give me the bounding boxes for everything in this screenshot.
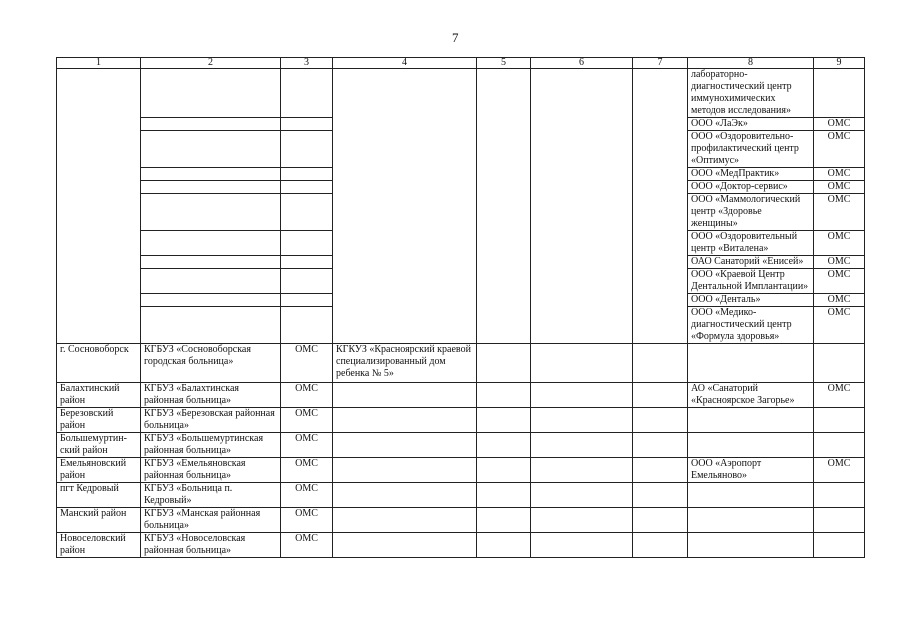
continued-cell xyxy=(333,69,477,344)
table-row xyxy=(57,408,865,433)
funding-cell: ОМС xyxy=(814,307,865,344)
column-number-8: 8 xyxy=(688,58,814,69)
hospital-cell: КГБУЗ «Манская районная больница» xyxy=(141,508,281,533)
district-cell: пгт Кедровый xyxy=(57,483,141,508)
empty-cell xyxy=(141,168,281,181)
district-cell: Емельяновский район xyxy=(57,458,141,483)
table-row xyxy=(57,69,865,118)
institution-cell xyxy=(333,533,477,558)
empty-cell xyxy=(531,408,633,433)
funding-cell xyxy=(814,433,865,458)
district-cell: Новоселовский район xyxy=(57,533,141,558)
funding-cell: ОМС xyxy=(814,294,865,307)
org-name-cell: ООО «ЛаЭк» xyxy=(688,118,814,131)
district-cell: Большемуртин-ский район xyxy=(57,433,141,458)
org-name-cell: лабораторно-диагностический центр иммунохимических методов исследования» xyxy=(688,69,814,118)
empty-cell xyxy=(531,508,633,533)
empty-cell xyxy=(281,181,333,194)
empty-cell xyxy=(477,533,531,558)
empty-cell xyxy=(531,483,633,508)
column-number-row xyxy=(57,58,865,69)
table-row xyxy=(57,433,865,458)
funding-cell: ОМС xyxy=(814,256,865,269)
empty-cell xyxy=(531,533,633,558)
institution-cell xyxy=(333,383,477,408)
empty-cell xyxy=(531,433,633,458)
funding-cell: ОМС xyxy=(281,508,333,533)
org-name-cell: ООО «Денталь» xyxy=(688,294,814,307)
empty-cell xyxy=(281,118,333,131)
column-number-9: 9 xyxy=(814,58,865,69)
empty-cell xyxy=(281,194,333,231)
institution-cell xyxy=(333,458,477,483)
continued-cell xyxy=(477,69,531,344)
org-name-cell xyxy=(688,344,814,383)
table-row xyxy=(57,344,865,383)
column-number-6: 6 xyxy=(531,58,633,69)
funding-cell: ОМС xyxy=(281,433,333,458)
funding-cell xyxy=(814,483,865,508)
empty-cell xyxy=(141,194,281,231)
empty-cell xyxy=(633,508,688,533)
table-row xyxy=(57,508,865,533)
institution-cell xyxy=(333,433,477,458)
hospital-cell: КГБУЗ «Новоселовская районная больница» xyxy=(141,533,281,558)
empty-cell xyxy=(633,383,688,408)
institution-cell: КГКУЗ «Красноярский краевой специализированный дом ребенка № 5» xyxy=(333,344,477,383)
funding-cell xyxy=(814,408,865,433)
column-number-1: 1 xyxy=(57,58,141,69)
district-cell: Березовский район xyxy=(57,408,141,433)
org-name-cell xyxy=(688,483,814,508)
empty-cell xyxy=(281,256,333,269)
org-name-cell: ОАО Санаторий «Енисей» xyxy=(688,256,814,269)
continued-cell xyxy=(531,69,633,344)
empty-cell xyxy=(141,269,281,294)
column-number-7: 7 xyxy=(633,58,688,69)
empty-cell xyxy=(281,307,333,344)
services-table xyxy=(56,57,865,558)
funding-cell: ОМС xyxy=(814,181,865,194)
table-row xyxy=(57,458,865,483)
empty-cell xyxy=(141,231,281,256)
empty-cell xyxy=(477,433,531,458)
org-name-cell: ООО «Доктор-сервис» xyxy=(688,181,814,194)
empty-cell xyxy=(477,383,531,408)
funding-cell: ОМС xyxy=(281,408,333,433)
hospital-cell: КГБУЗ «Больница п. Кедровый» xyxy=(141,483,281,508)
empty-cell xyxy=(141,307,281,344)
org-name-cell: АО «Санаторий «Красноярское Загорье» xyxy=(688,383,814,408)
empty-cell xyxy=(141,294,281,307)
funding-cell: ОМС xyxy=(281,344,333,383)
empty-cell xyxy=(477,344,531,383)
empty-cell xyxy=(633,458,688,483)
column-number-4: 4 xyxy=(333,58,477,69)
funding-cell xyxy=(814,69,865,118)
empty-cell xyxy=(633,408,688,433)
funding-cell: ОМС xyxy=(814,383,865,408)
funding-cell: ОМС xyxy=(814,194,865,231)
empty-cell xyxy=(477,508,531,533)
institution-cell xyxy=(333,508,477,533)
empty-cell xyxy=(141,118,281,131)
funding-cell: ОМС xyxy=(281,383,333,408)
empty-cell xyxy=(633,433,688,458)
table-row xyxy=(57,533,865,558)
continued-cell xyxy=(57,69,141,344)
empty-cell xyxy=(531,383,633,408)
empty-cell xyxy=(531,458,633,483)
funding-cell: ОМС xyxy=(814,118,865,131)
district-cell: г. Сосновоборск xyxy=(57,344,141,383)
org-name-cell: ООО «Медико-диагностический центр «Формула здоровья» xyxy=(688,307,814,344)
empty-cell xyxy=(281,231,333,256)
funding-cell: ОМС xyxy=(814,231,865,256)
funding-cell xyxy=(814,344,865,383)
empty-cell xyxy=(281,69,333,118)
org-name-cell: ООО «Маммологический центр «Здоровье женщины» xyxy=(688,194,814,231)
district-cell: Балахтинский район xyxy=(57,383,141,408)
empty-cell xyxy=(477,458,531,483)
empty-cell xyxy=(141,256,281,269)
empty-cell xyxy=(281,269,333,294)
continued-cell xyxy=(633,69,688,344)
org-name-cell: ООО «МедПрактик» xyxy=(688,168,814,181)
table-row xyxy=(57,483,865,508)
hospital-cell: КГБУЗ «Большемуртинская районная больница» xyxy=(141,433,281,458)
table-row xyxy=(57,383,865,408)
empty-cell xyxy=(477,408,531,433)
funding-cell: ОМС xyxy=(281,483,333,508)
org-name-cell xyxy=(688,433,814,458)
funding-cell xyxy=(814,508,865,533)
org-name-cell xyxy=(688,508,814,533)
empty-cell xyxy=(477,483,531,508)
empty-cell xyxy=(281,168,333,181)
empty-cell xyxy=(141,181,281,194)
hospital-cell: КГБУЗ «Емельяновская районная больница» xyxy=(141,458,281,483)
empty-cell xyxy=(633,344,688,383)
org-name-cell: ООО «Оздоровительно-профилактический центр «Оптимус» xyxy=(688,131,814,168)
org-name-cell: ООО «Аэропорт Емельяново» xyxy=(688,458,814,483)
org-name-cell: ООО «Краевой Центр Дентальной Имплантации» xyxy=(688,269,814,294)
hospital-cell: КГБУЗ «Балахтинская районная больница» xyxy=(141,383,281,408)
institution-cell xyxy=(333,408,477,433)
org-name-cell xyxy=(688,408,814,433)
column-number-2: 2 xyxy=(141,58,281,69)
funding-cell: ОМС xyxy=(814,168,865,181)
hospital-cell: КГБУЗ «Березовская районная больница» xyxy=(141,408,281,433)
empty-cell xyxy=(633,533,688,558)
org-name-cell xyxy=(688,533,814,558)
institution-cell xyxy=(333,483,477,508)
empty-cell xyxy=(531,344,633,383)
empty-cell xyxy=(281,294,333,307)
column-number-5: 5 xyxy=(477,58,531,69)
empty-cell xyxy=(141,69,281,118)
funding-cell: ОМС xyxy=(814,458,865,483)
org-name-cell: ООО «Оздоровительный центр «Виталена» xyxy=(688,231,814,256)
funding-cell: ОМС xyxy=(281,458,333,483)
funding-cell: ОМС xyxy=(814,131,865,168)
empty-cell xyxy=(633,483,688,508)
funding-cell: ОМС xyxy=(814,269,865,294)
column-number-3: 3 xyxy=(281,58,333,69)
district-cell: Манский район xyxy=(57,508,141,533)
empty-cell xyxy=(141,131,281,168)
page-number: 7 xyxy=(452,30,459,45)
hospital-cell: КГБУЗ «Сосновоборская городская больница» xyxy=(141,344,281,383)
funding-cell: ОМС xyxy=(281,533,333,558)
funding-cell xyxy=(814,533,865,558)
empty-cell xyxy=(281,131,333,168)
